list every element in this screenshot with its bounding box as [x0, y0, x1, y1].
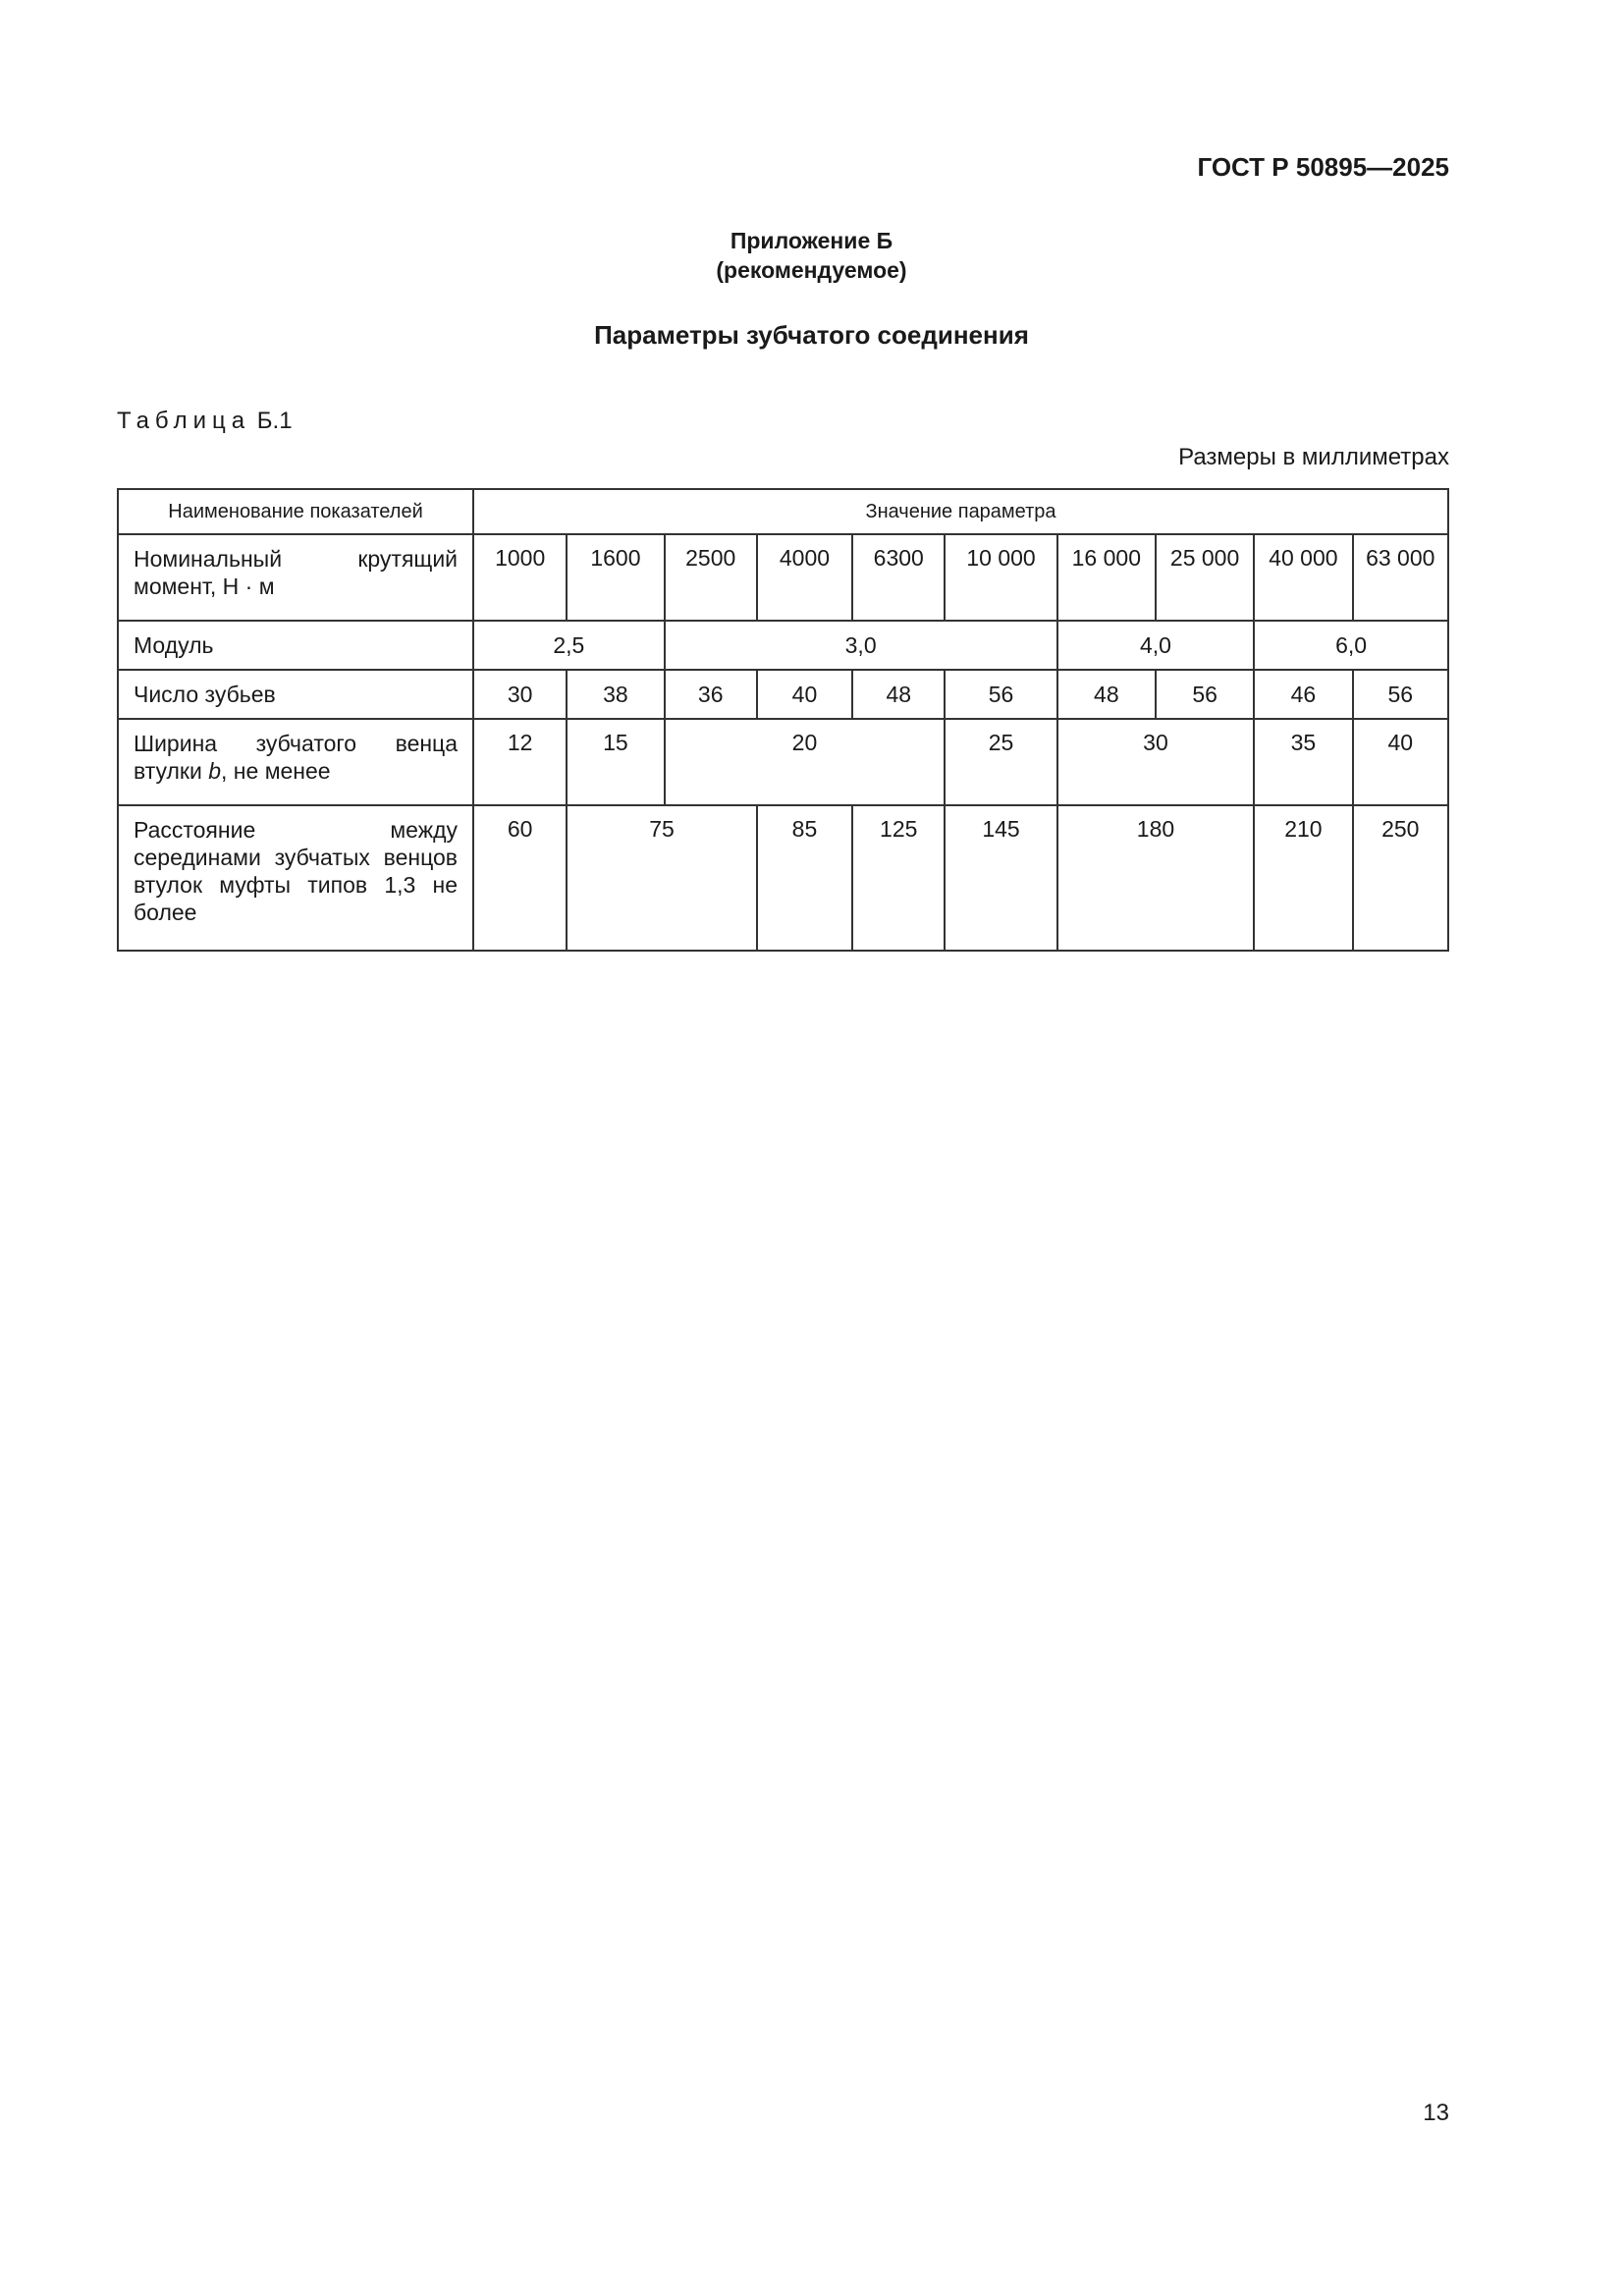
section-title: Параметры зубчатого соединения: [594, 320, 1029, 350]
table-row-distance: [118, 805, 1448, 951]
table-cell: 2,5: [473, 621, 665, 670]
table-caption-number: Б.1: [256, 408, 293, 434]
table-cell: 210: [1254, 805, 1352, 951]
table-row-torque: [118, 534, 1448, 621]
table-cell: 1600: [567, 534, 664, 621]
header-value-column: Значение параметра: [473, 489, 1448, 534]
table-cell: 35: [1254, 719, 1352, 805]
table-cell: 2500: [665, 534, 757, 621]
page-number: 13: [1423, 2100, 1449, 2126]
parameters-table: [117, 488, 1449, 952]
table-cell: 1000: [473, 534, 567, 621]
table-cell: 125: [852, 805, 945, 951]
table-cell: 63 000: [1353, 534, 1448, 621]
table-cell: 40: [1353, 719, 1448, 805]
table-cell: 40 000: [1254, 534, 1352, 621]
table-cell: 180: [1057, 805, 1255, 951]
table-cell: 16 000: [1057, 534, 1156, 621]
table-cell: 46: [1254, 670, 1352, 719]
table-cell: 25: [945, 719, 1056, 805]
table-cell: 75: [567, 805, 757, 951]
table-cell: 40: [757, 670, 852, 719]
table-cell: 38: [567, 670, 664, 719]
row-name-distance: Расстояние между серединами зубчатых венцов втулок муфты типов 1,3 не более: [118, 805, 473, 951]
table-row-module: [118, 621, 1448, 670]
table-row-teeth: [118, 670, 1448, 719]
annex-title: Приложение Б: [730, 228, 893, 253]
table-cell: 30: [473, 670, 567, 719]
table-row-width: [118, 719, 1448, 805]
table-cell: 25 000: [1156, 534, 1254, 621]
table-cell: 20: [665, 719, 946, 805]
table-cell: 85: [757, 805, 852, 951]
table-cell: 36: [665, 670, 757, 719]
table-cell: 10 000: [945, 534, 1056, 621]
table-cell: 4000: [757, 534, 852, 621]
document-code: ГОСТ Р 50895—2025: [1197, 152, 1449, 182]
table-cell: 4,0: [1057, 621, 1255, 670]
table-cell: 48: [852, 670, 945, 719]
table-cell: 145: [945, 805, 1056, 951]
variable-b: b: [208, 758, 222, 784]
row-name-width: [118, 719, 473, 805]
row-name-teeth: Число зубьев: [118, 670, 473, 719]
row-name-module: Модуль: [118, 621, 473, 670]
table-cell: 12: [473, 719, 567, 805]
annex-status: (рекомендуемое): [716, 257, 907, 283]
table-cell: 60: [473, 805, 567, 951]
table-cell: 250: [1353, 805, 1448, 951]
table-cell: 56: [1156, 670, 1254, 719]
table-cell: 56: [1353, 670, 1448, 719]
header-name-column: Наименование показателей: [118, 489, 473, 534]
table-header-row: [118, 489, 1448, 534]
table-cell: 48: [1057, 670, 1156, 719]
table-cell: 56: [945, 670, 1056, 719]
row-name-torque: Номинальный крутящий момент, Н · м: [118, 534, 473, 621]
row-name-width-text: Ширина зубчатого венца втулки: [134, 731, 459, 784]
table-cell: 30: [1057, 719, 1255, 805]
table-caption-word: Таблица: [117, 408, 251, 434]
annex-heading: [0, 226, 1623, 285]
row-name-width-suffix: , не менее: [221, 758, 331, 784]
table-cell: 15: [567, 719, 664, 805]
units-note: Размеры в миллиметрах: [1178, 444, 1449, 470]
table-cell: 6,0: [1254, 621, 1448, 670]
table-cell: 6300: [852, 534, 945, 621]
table-caption: [117, 408, 293, 435]
table-cell: 3,0: [665, 621, 1057, 670]
